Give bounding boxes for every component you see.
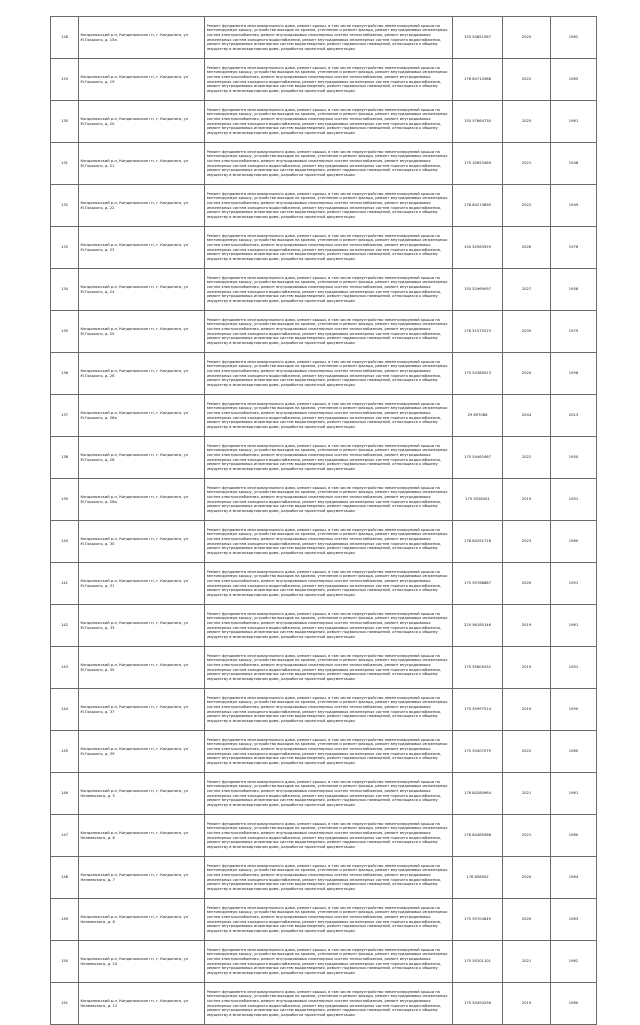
repair-cost: 175 55704649: [453, 899, 503, 941]
build-year: 1961: [551, 773, 597, 815]
row-number: 139: [51, 479, 79, 521]
repair-works-text: Ремонт фундамента многоквартирного дома, ремонт крыши, в том числе переустройство невентилируемой крыши на вентилируемую крышу, устройство выходов на кровлю, утепление и ремонт фасада, ремонт внутридомовых инженерных систем электроснабжения, ремонт внутридомовых инженерных систем теплоснабжения, ремонт внутридомовых инженерных систем холодного водоснабжения, ремонт внутридомовых инженерных систем горячего водоснабжения, ремонт внутридомовых инженерных систем водоотведения, ремонт подвальных помещений, относящихся к общему имуществу в многоквартирном доме, разработка проектной документации: [206, 905, 448, 933]
build-year: 1960: [551, 983, 597, 1025]
repair-cost: 175 5528401: [453, 479, 503, 521]
build-year: 1951: [551, 563, 597, 605]
build-year: 1950: [551, 437, 597, 479]
build-year: 1951: [551, 647, 597, 689]
house-address: Кондопожский р-н, Кондопожское гп, г. Кондопога, ул М.Горького, д. 28а: [79, 479, 205, 521]
build-year: 2013: [551, 395, 597, 437]
repair-cost: 176 84291718: [453, 521, 503, 563]
repair-cost: 175 55494256: [453, 983, 503, 1025]
planned-period: 2022: [503, 437, 551, 479]
repair-cost: 175 32653469: [453, 143, 503, 185]
table-row: [51, 563, 597, 605]
repair-works: [205, 815, 453, 857]
repair-cost: 176 51579223: [453, 311, 503, 353]
repair-works: [205, 521, 453, 563]
build-year: 1962: [551, 17, 597, 59]
table-row: [51, 311, 597, 353]
build-year: 1962: [551, 941, 597, 983]
build-year: 1976: [551, 227, 597, 269]
repair-cost: 175 55605432: [453, 647, 503, 689]
row-number: 147: [51, 815, 79, 857]
repair-works-text: Ремонт фундамента многоквартирного дома, ремонт крыши, в том числе переустройство невентилируемой крыши на вентилируемую крышу, устройство выходов на кровлю, утепление и ремонт фасада, ремонт внутридомовых инженерных систем электроснабжения, ремонт внутридомовых инженерных систем теплоснабжения, ремонт внутридомовых инженерных систем холодного водоснабжения, ремонт внутридомовых инженерных систем горячего водоснабжения, ремонт внутридомовых инженерных систем водоотведения, ремонт подвальных помещений, относящихся к общему имуществу в многоквартирном доме, разработка проектной документации: [206, 443, 448, 471]
house-address: Кондопожский р-н, Кондопожское гп, г. Кондопога, ул М.Горького, д. 37: [79, 689, 205, 731]
house-address: Кондопожский р-н, Кондопожское гп, г. Кондопога, ул М.Горького, д. 39: [79, 731, 205, 773]
house-address: Кондопожский р-н, Кондопожское гп, г. Кондопога, ул Нелеевского, д. 7: [79, 857, 205, 899]
repair-cost: 155 57664730: [453, 101, 503, 143]
repair-works-text: Ремонт фундамента многоквартирного дома, ремонт крыши, в том числе переустройство невентилируемой крыши на вентилируемую крышу, устройство выходов на кровлю, утепление и ремонт фасада, ремонт внутридомовых инженерных систем электроснабжения, ремонт внутридомовых инженерных систем теплоснабжения, ремонт внутридомовых инженерных систем холодного водоснабжения, ремонт внутридомовых инженерных систем горячего водоснабжения, ремонт внутридомовых инженерных систем водоотведения, ремонт подвальных помещений, относящихся к общему имуществу в многоквартирном доме, разработка проектной документации: [206, 107, 448, 135]
planned-period: 2027: [503, 269, 551, 311]
repair-works-text: Ремонт фундамента многоквартирного дома, ремонт крыши, в том числе переустройство невентилируемой крыши на вентилируемую крышу, устройство выходов на кровлю, утепление и ремонт фасада, ремонт внутридомовых инженерных систем электроснабжения, ремонт внутридомовых инженерных систем теплоснабжения, ремонт внутридомовых инженерных систем холодного водоснабжения, ремонт внутридомовых инженерных систем горячего водоснабжения, ремонт внутридомовых инженерных систем водоотведения, ремонт подвальных помещений, относящихся к общему имуществу в многоквартирном доме, разработка проектной документации: [206, 317, 448, 345]
repair-cost: 176 84712988: [453, 59, 503, 101]
build-year: 1960: [551, 521, 597, 563]
planned-period: 2020: [503, 563, 551, 605]
repair-works-text: Ремонт фундамента многоквартирного дома, ремонт крыши, в том числе переустройство невентилируемой крыши на вентилируемую крышу, устройство выходов на кровлю, утепление и ремонт фасада, ремонт внутридомовых инженерных систем электроснабжения, ремонт внутридомовых инженерных систем теплоснабжения, ремонт внутридомовых инженерных систем холодного водоснабжения, ремонт внутридомовых инженерных систем горячего водоснабжения, ремонт внутридомовых инженерных систем водоотведения, ремонт подвальных помещений, относящихся к общему имуществу в многоквартирном доме, разработка проектной документации: [206, 737, 448, 765]
house-address: Кондопожский р-н, Кондопожское гп, г. Кондопога, ул М.Горького, д. 21: [79, 143, 205, 185]
build-year: 1956: [551, 353, 597, 395]
repair-works-text: Ремонт фундамента многоквартирного дома, ремонт крыши, в том числе переустройство невентилируемой крыши на вентилируемую крышу, устройство выходов на кровлю, утепление и ремонт фасада, ремонт внутридомовых инженерных систем электроснабжения, ремонт внутридомовых инженерных систем теплоснабжения, ремонт внутридомовых инженерных систем холодного водоснабжения, ремонт внутридомовых инженерных систем горячего водоснабжения, ремонт внутридомовых инженерных систем водоотведения, ремонт подвальных помещений, относящихся к общему имуществу в многоквартирном доме, разработка проектной документации: [206, 863, 448, 891]
planned-period: 2022: [503, 185, 551, 227]
repair-works: [205, 17, 453, 59]
house-address: Кондопожский р-н, Кондопожское гп, г. Кондопога, ул М.Горького, д. 15а: [79, 17, 205, 59]
row-number: 146: [51, 773, 79, 815]
house-address: Кондопожский р-н, Кондопожское гп, г. Кондопога, ул М.Горького, д. 28: [79, 437, 205, 479]
repair-works: [205, 563, 453, 605]
repair-works: [205, 647, 453, 689]
repair-works: [205, 983, 453, 1025]
house-address: Кондопожский р-н, Кондопожское гп, г. Кондопога, ул М.Горького, д. 30: [79, 521, 205, 563]
capital-repair-table: [50, 16, 597, 1025]
row-number: 131: [51, 143, 79, 185]
house-address: Кондопожский р-н, Кондопожское гп, г. Кондопога, ул Нелеевского, д. 5: [79, 773, 205, 815]
repair-cost: 175 55407079: [453, 731, 503, 773]
repair-cost: 220 56185146: [453, 605, 503, 647]
build-year: 1963: [551, 899, 597, 941]
table-row: [51, 815, 597, 857]
planned-period: 2021: [503, 143, 551, 185]
repair-works-text: Ремонт фундамента многоквартирного дома, ремонт крыши, в том числе переустройство невентилируемой крыши на вентилируемую крышу, устройство выходов на кровлю, утепление и ремонт фасада, ремонт внутридомовых инженерных систем электроснабжения, ремонт внутридомовых инженерных систем теплоснабжения, ремонт внутридомовых инженерных систем холодного водоснабжения, ремонт внутридомовых инженерных систем горячего водоснабжения, ремонт внутридомовых инженерных систем водоотведения, ремонт подвальных помещений, относящихся к общему имуществу в многоквартирном доме, разработка проектной документации: [206, 989, 448, 1017]
planned-period: 2019: [503, 479, 551, 521]
repair-works-text: Ремонт фундамента многоквартирного дома, ремонт крыши, в том числе переустройство невентилируемой крыши на вентилируемую крышу, устройство выходов на кровлю, утепление и ремонт фасада, ремонт внутридомовых инженерных систем электроснабжения, ремонт внутридомовых инженерных систем теплоснабжения, ремонт внутридомовых инженерных систем холодного водоснабжения, ремонт внутридомовых инженерных систем горячего водоснабжения, ремонт внутридомовых инженерных систем водоотведения, ремонт подвальных помещений, относящихся к общему имуществу в многоквартирном доме, разработка проектной документации: [206, 485, 448, 513]
repair-cost: 176 84280964: [453, 773, 503, 815]
house-address: Кондопожский р-н, Кондопожское гп, г. Кондопога, ул М.Горького, д. 33: [79, 605, 205, 647]
row-number: 135: [51, 311, 79, 353]
build-year: 1964: [551, 857, 597, 899]
planned-period: 2026: [503, 227, 551, 269]
repair-works-text: Ремонт фундамента многоквартирного дома, ремонт крыши, в том числе переустройство невентилируемой крыши на вентилируемую крышу, устройство выходов на кровлю, утепление и ремонт фасада, ремонт внутридомовых инженерных систем электроснабжения, ремонт внутридомовых инженерных систем теплоснабжения, ремонт внутридомовых инженерных систем холодного водоснабжения, ремонт внутридомовых инженерных систем горячего водоснабжения, ремонт внутридомовых инженерных систем водоотведения, ремонт подвальных помещений, относящихся к общему имуществу в многоквартирном доме, разработка проектной документации: [206, 569, 448, 597]
repair-works-text: Ремонт фундамента многоквартирного дома, ремонт крыши, в том числе переустройство невентилируемой крыши на вентилируемую крышу, устройство выходов на кровлю, утепление и ремонт фасада, ремонт внутридомовых инженерных систем электроснабжения, ремонт внутридомовых инженерных систем теплоснабжения, ремонт внутридомовых инженерных систем холодного водоснабжения, ремонт внутридомовых инженерных систем горячего водоснабжения, ремонт внутридомовых инженерных систем водоотведения, ремонт подвальных помещений, относящихся к общему имуществу в многоквартирном доме, разработка проектной документации: [206, 821, 448, 849]
house-address: Кондопожский р-н, Кондопожское гп, г. Кондопога, ул М.Горького, д. 31: [79, 563, 205, 605]
table-row: [51, 689, 597, 731]
repair-works: [205, 227, 453, 269]
repair-works-text: Ремонт фундамента многоквартирного дома, ремонт крыши, в том числе переустройство невентилируемой крыши на вентилируемую крышу, устройство выходов на кровлю, утепление и ремонт фасада, ремонт внутридомовых инженерных систем электроснабжения, ремонт внутридомовых инженерных систем теплоснабжения, ремонт внутридомовых инженерных систем холодного водоснабжения, ремонт внутридомовых инженерных систем горячего водоснабжения, ремонт внутридомовых инженерных систем водоотведения, ремонт подвальных помещений, относящихся к общему имуществу в многоквартирном доме, разработка проектной документации: [206, 527, 448, 555]
house-address: Кондопожский р-н, Кондопожское гп, г. Кондопога, ул Нелеевского, д. 12: [79, 983, 205, 1025]
table-row: [51, 983, 597, 1025]
repair-cost: 29 897086: [453, 395, 503, 437]
planned-period: 2021: [503, 773, 551, 815]
house-address: Кондопожский р-н, Кондопожское гп, г. Кондопога, ул М.Горького, д. 22: [79, 185, 205, 227]
table-row: [51, 605, 597, 647]
repair-works: [205, 857, 453, 899]
repair-works: [205, 773, 453, 815]
repair-cost: 155 54851587: [453, 17, 503, 59]
table-row: [51, 17, 597, 59]
row-number: 128: [51, 17, 79, 59]
house-address: Кондопожский р-н, Кондопожское гп, г. Кондопога, ул Нелеевского, д. 10: [79, 941, 205, 983]
table-row: [51, 395, 597, 437]
row-number: 149: [51, 899, 79, 941]
house-address: Кондопожский р-н, Кондопожское гп, г. Кондопога, ул М.Горького, д. 35: [79, 647, 205, 689]
repair-works: [205, 185, 453, 227]
repair-cost: 176 84485568: [453, 815, 503, 857]
planned-period: 2023: [503, 521, 551, 563]
repair-works: [205, 689, 453, 731]
repair-works-text: Ремонт фундамента многоквартирного дома, ремонт крыши, в том числе переустройство невентилируемой крыши на вентилируемую крышу, устройство выходов на кровлю, утепление и ремонт фасада, ремонт внутридомовых инженерных систем электроснабжения, ремонт внутридомовых инженерных систем теплоснабжения, ремонт внутридомовых инженерных систем холодного водоснабжения, ремонт внутридомовых инженерных систем горячего водоснабжения, ремонт внутридомовых инженерных систем водоотведения, ремонт подвальных помещений, относящихся к общему имуществу в многоквартирном доме, разработка проектной документации: [206, 653, 448, 681]
repair-cost: 175 54463467: [453, 437, 503, 479]
repair-cost: 176 856002: [453, 857, 503, 899]
repair-cost: 176 84274690: [453, 185, 503, 227]
house-address: Кондопожский р-н, Кондопожское гп, г. Кондопога, ул М.Горького, д. 26а: [79, 395, 205, 437]
planned-period: 2044: [503, 395, 551, 437]
row-number: 141: [51, 563, 79, 605]
table-row: [51, 773, 597, 815]
repair-works-text: Ремонт фундамента многоквартирного дома, ремонт крыши, в том числе переустройство невентилируемой крыши на вентилируемую крышу, устройство выходов на кровлю, утепление и ремонт фасада, ремонт внутридомовых инженерных систем электроснабжения, ремонт внутридомовых инженерных систем теплоснабжения, ремонт внутридомовых инженерных систем холодного водоснабжения, ремонт внутридомовых инженерных систем горячего водоснабжения, ремонт внутридомовых инженерных систем водоотведения, ремонт подвальных помещений, относящихся к общему имуществу в многоквартирном доме, разработка проектной документации: [206, 611, 448, 639]
build-year: 1951: [551, 479, 597, 521]
row-number: 150: [51, 941, 79, 983]
repair-works: [205, 143, 453, 185]
planned-period: 2022: [503, 59, 551, 101]
repair-works: [205, 311, 453, 353]
row-number: 144: [51, 689, 79, 731]
build-year: 1979: [551, 311, 597, 353]
planned-period: 2022: [503, 731, 551, 773]
repair-works-text: Ремонт фундамента многоквартирного дома, ремонт крыши, в том числе переустройство невентилируемой крыши на вентилируемую крышу, устройство выходов на кровлю, утепление и ремонт фасада, ремонт внутридомовых инженерных систем электроснабжения, ремонт внутридомовых инженерных систем теплоснабжения, ремонт внутридомовых инженерных систем холодного водоснабжения, ремонт внутридомовых инженерных систем горячего водоснабжения, ремонт внутридомовых инженерных систем водоотведения, ремонт подвальных помещений, относящихся к общему имуществу в многоквартирном доме, разработка проектной документации: [206, 695, 448, 723]
planned-period: 2019: [503, 983, 551, 1025]
repair-works: [205, 731, 453, 773]
repair-works-text: Ремонт фундамента многоквартирного дома, ремонт крыши, в том числе переустройство невентилируемой крыши на вентилируемую крышу, устройство выходов на кровлю, утепление и ремонт фасада, ремонт внутридомовых инженерных систем электроснабжения, ремонт внутридомовых инженерных систем теплоснабжения, ремонт внутридомовых инженерных систем холодного водоснабжения, ремонт внутридомовых инженерных систем горячего водоснабжения, ремонт внутридомовых инженерных систем водоотведения, ремонт подвальных помещений, относящихся к общему имуществу в многоквартирном доме, разработка проектной документации: [206, 401, 448, 429]
row-number: 136: [51, 353, 79, 395]
planned-period: 2019: [503, 605, 551, 647]
row-number: 132: [51, 185, 79, 227]
row-number: 142: [51, 605, 79, 647]
planned-period: 2020: [503, 353, 551, 395]
table-row: [51, 647, 597, 689]
table-row: [51, 479, 597, 521]
row-number: 140: [51, 521, 79, 563]
planned-period: 2025: [503, 17, 551, 59]
planned-period: 2025: [503, 101, 551, 143]
house-address: Кондопожский р-н, Кондопожское гп, г. Кондопога, ул М.Горького, д. 26: [79, 353, 205, 395]
repair-cost: 155 52969097: [453, 269, 503, 311]
repair-cost: 150 52563559: [453, 227, 503, 269]
table-body: [51, 17, 597, 1025]
house-address: Кондопожский р-н, Кондопожское гп, г. Кондопога, ул Нелеевского, д. 8: [79, 899, 205, 941]
house-address: Кондопожский р-н, Кондопожское гп, г. Кондопога, ул М.Горького, д. 23: [79, 227, 205, 269]
repair-works: [205, 353, 453, 395]
table-row: [51, 269, 597, 311]
repair-works: [205, 941, 453, 983]
table-row: [51, 143, 597, 185]
house-address: Кондопожский р-н, Кондопожское гп, г. Кондопога, ул М.Горького, д. 19: [79, 59, 205, 101]
repair-works-text: Ремонт фундамента многоквартирного дома, ремонт крыши, в том числе переустройство невентилируемой крыши на вентилируемую крышу, устройство выходов на кровлю, утепление и ремонт фасада, ремонт внутридомовых инженерных систем электроснабжения, ремонт внутридомовых инженерных систем теплоснабжения, ремонт внутридомовых инженерных систем холодного водоснабжения, ремонт внутридомовых инженерных систем горячего водоснабжения, ремонт внутридомовых инженерных систем водоотведения, ремонт подвальных помещений, относящихся к общему имуществу в многоквартирном доме, разработка проектной документации: [206, 233, 448, 261]
build-year: 1950: [551, 689, 597, 731]
build-year: 1958: [551, 269, 597, 311]
table-row: [51, 521, 597, 563]
house-address: Кондопожский р-н, Кондопожское гп, г. Кондопога, ул М.Горького, д. 24: [79, 269, 205, 311]
table-row: [51, 941, 597, 983]
repair-works: [205, 437, 453, 479]
repair-cost: 175 55201101: [453, 941, 503, 983]
house-address: Кондопожский р-н, Кондопожское гп, г. Кондопога, ул М.Горького, д. 20: [79, 101, 205, 143]
house-address: Кондопожский р-н, Кондопожское гп, г. Кондопога, ул М.Горького, д. 25: [79, 311, 205, 353]
repair-works-text: Ремонт фундамента многоквартирного дома, ремонт крыши, в том числе переустройство невентилируемой крыши на вентилируемую крышу, устройство выходов на кровлю, утепление и ремонт фасада, ремонт внутридомовых инженерных систем электроснабжения, ремонт внутридомовых инженерных систем теплоснабжения, ремонт внутридомовых инженерных систем холодного водоснабжения, ремонт внутридомовых инженерных систем горячего водоснабжения, ремонт внутридомовых инженерных систем водоотведения, ремонт подвальных помещений, относящихся к общему имуществу в многоквартирном доме, разработка проектной документации: [206, 275, 448, 303]
row-number: 148: [51, 857, 79, 899]
build-year: 1960: [551, 815, 597, 857]
table-row: [51, 731, 597, 773]
row-number: 151: [51, 983, 79, 1025]
house-address: Кондопожский р-н, Кондопожское гп, г. Кондопога, ул Нелеевского, д. 6: [79, 815, 205, 857]
repair-cost: 175 55997514: [453, 689, 503, 731]
table-row: [51, 857, 597, 899]
repair-works-text: Ремонт фундамента многоквартирного дома, ремонт крыши, в том числе переустройство невентилируемой крыши на вентилируемую крышу, устройство выходов на кровлю, утепление и ремонт фасада, ремонт внутридомовых инженерных систем электроснабжения, ремонт внутридомовых инженерных систем теплоснабжения, ремонт внутридомовых инженерных систем холодного водоснабжения, ремонт внутридомовых инженерных систем горячего водоснабжения, ремонт внутридомовых инженерных систем водоотведения, ремонт подвальных помещений, относящихся к общему имуществу в многоквартирном доме, разработка проектной документации: [206, 191, 448, 219]
build-year: 1965: [551, 59, 597, 101]
row-number: 130: [51, 101, 79, 143]
repair-works-text: Ремонт фундамента многоквартирного дома, ремонт крыши, в том числе переустройство невентилируемой крыши на вентилируемую крышу, устройство выходов на кровлю, утепление и ремонт фасада, ремонт внутридомовых инженерных систем электроснабжения, ремонт внутридомовых инженерных систем теплоснабжения, ремонт внутридомовых инженерных систем холодного водоснабжения, ремонт внутридомовых инженерных систем горячего водоснабжения, ремонт внутридомовых инженерных систем водоотведения, ремонт подвальных помещений, относящихся к общему имуществу в многоквартирном доме, разработка проектной документации: [206, 359, 448, 387]
repair-works: [205, 605, 453, 647]
build-year: 1960: [551, 731, 597, 773]
repair-works-text: Ремонт фундамента многоквартирного дома, ремонт крыши, в том числе переустройство невентилируемой крыши на вентилируемую крышу, устройство выходов на кровлю, утепление и ремонт фасада, ремонт внутридомовых инженерных систем электроснабжения, ремонт внутридомовых инженерных систем теплоснабжения, ремонт внутридомовых инженерных систем холодного водоснабжения, ремонт внутридомовых инженерных систем горячего водоснабжения, ремонт внутридомовых инженерных систем водоотведения, ремонт подвальных помещений, относящихся к общему имуществу в многоквартирном доме, разработка проектной документации: [206, 23, 448, 51]
build-year: 1949: [551, 185, 597, 227]
repair-works: [205, 395, 453, 437]
row-number: 134: [51, 269, 79, 311]
repair-cost: 175 55768887: [453, 563, 503, 605]
planned-period: 2019: [503, 647, 551, 689]
planned-period: 2020: [503, 899, 551, 941]
row-number: 129: [51, 59, 79, 101]
repair-cost: 175 54380013: [453, 353, 503, 395]
row-number: 133: [51, 227, 79, 269]
repair-works: [205, 479, 453, 521]
build-year: 1948: [551, 143, 597, 185]
repair-works-text: Ремонт фундамента многоквартирного дома, ремонт крыши, в том числе переустройство невентилируемой крыши на вентилируемую крышу, устройство выходов на кровлю, утепление и ремонт фасада, ремонт внутридомовых инженерных систем электроснабжения, ремонт внутридомовых инженерных систем теплоснабжения, ремонт внутридомовых инженерных систем холодного водоснабжения, ремонт внутридомовых инженерных систем горячего водоснабжения, ремонт внутридомовых инженерных систем водоотведения, ремонт подвальных помещений, относящихся к общему имуществу в многоквартирном доме, разработка проектной документации: [206, 149, 448, 177]
table-row: [51, 353, 597, 395]
repair-works-text: Ремонт фундамента многоквартирного дома, ремонт крыши, в том числе переустройство невентилируемой крыши на вентилируемую крышу, устройство выходов на кровлю, утепление и ремонт фасада, ремонт внутридомовых инженерных систем электроснабжения, ремонт внутридомовых инженерных систем теплоснабжения, ремонт внутридомовых инженерных систем холодного водоснабжения, ремонт внутридомовых инженерных систем горячего водоснабжения, ремонт внутридомовых инженерных систем водоотведения, ремонт подвальных помещений, относящихся к общему имуществу в многоквартирном доме, разработка проектной документации: [206, 65, 448, 93]
repair-works: [205, 101, 453, 143]
row-number: 137: [51, 395, 79, 437]
row-number: 138: [51, 437, 79, 479]
planned-period: 2019: [503, 689, 551, 731]
repair-works: [205, 269, 453, 311]
build-year: 1961: [551, 101, 597, 143]
planned-period: 2020: [503, 857, 551, 899]
table-row: [51, 59, 597, 101]
table-row: [51, 185, 597, 227]
table-row: [51, 101, 597, 143]
build-year: 1961: [551, 605, 597, 647]
row-number: 143: [51, 647, 79, 689]
repair-works: [205, 59, 453, 101]
table-row: [51, 227, 597, 269]
planned-period: 2021: [503, 941, 551, 983]
table-row: [51, 437, 597, 479]
repair-works-text: Ремонт фундамента многоквартирного дома, ремонт крыши, в том числе переустройство невентилируемой крыши на вентилируемую крышу, устройство выходов на кровлю, утепление и ремонт фасада, ремонт внутридомовых инженерных систем электроснабжения, ремонт внутридомовых инженерных систем теплоснабжения, ремонт внутридомовых инженерных систем холодного водоснабжения, ремонт внутридомовых инженерных систем горячего водоснабжения, ремонт внутридомовых инженерных систем водоотведения, ремонт подвальных помещений, относящихся к общему имуществу в многоквартирном доме, разработка проектной документации: [206, 947, 448, 975]
planned-period: 2035: [503, 311, 551, 353]
repair-works-text: Ремонт фундамента многоквартирного дома, ремонт крыши, в том числе переустройство невентилируемой крыши на вентилируемую крышу, устройство выходов на кровлю, утепление и ремонт фасада, ремонт внутридомовых инженерных систем электроснабжения, ремонт внутридомовых инженерных систем теплоснабжения, ремонт внутридомовых инженерных систем холодного водоснабжения, ремонт внутридомовых инженерных систем горячего водоснабжения, ремонт внутридомовых инженерных систем водоотведения, ремонт подвальных помещений, относящихся к общему имуществу в многоквартирном доме, разработка проектной документации: [206, 779, 448, 807]
planned-period: 2021: [503, 815, 551, 857]
row-number: 145: [51, 731, 79, 773]
